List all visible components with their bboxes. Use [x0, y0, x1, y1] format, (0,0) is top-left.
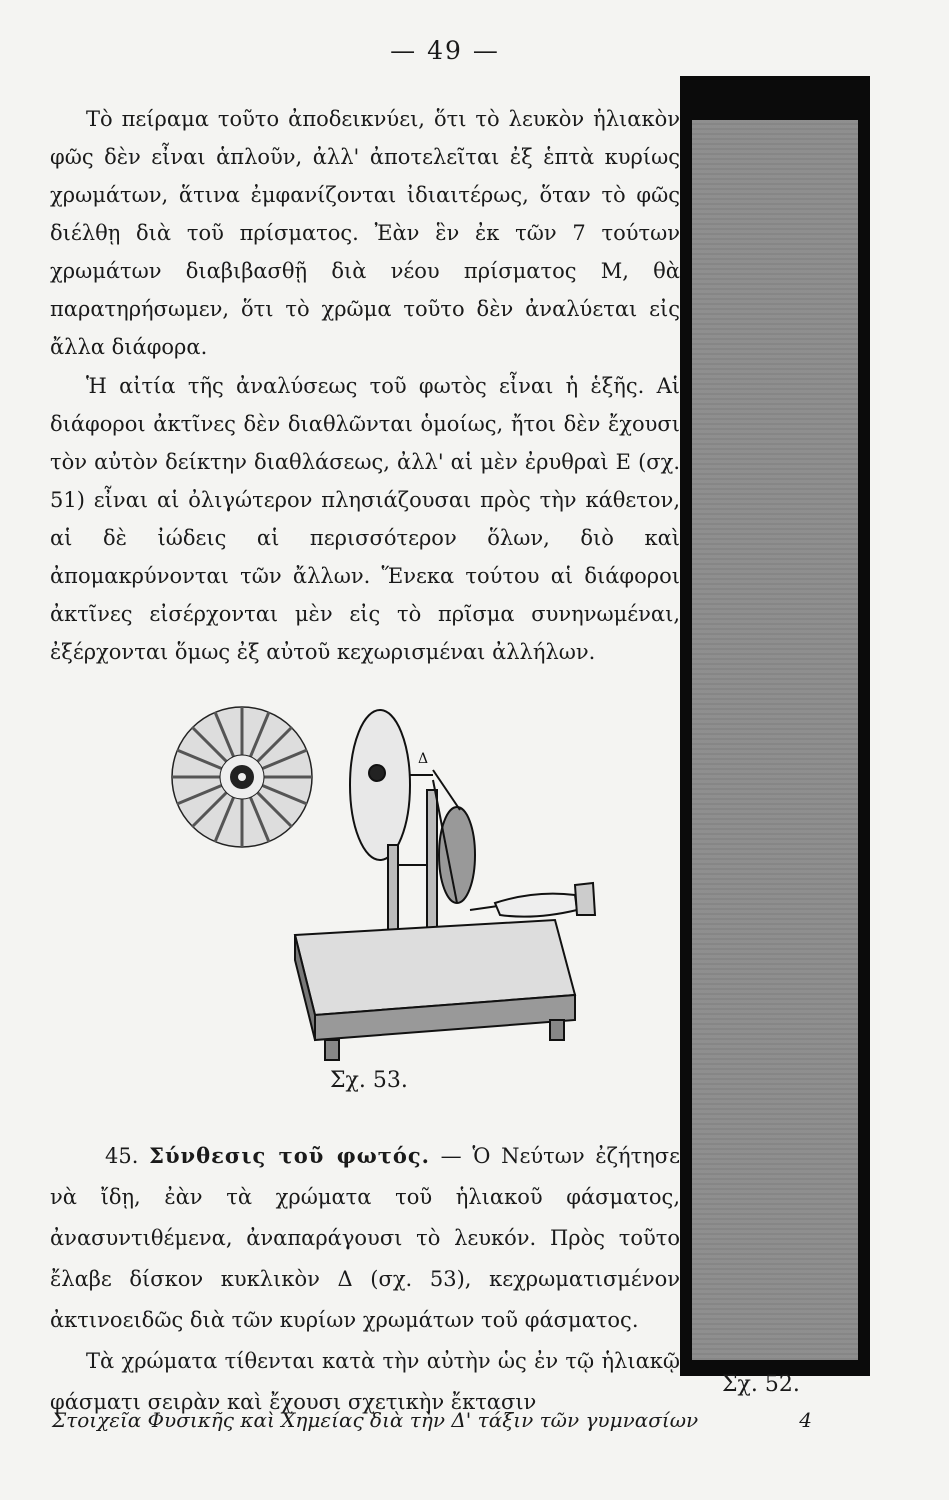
rotating-apparatus	[295, 710, 595, 1060]
paragraph-text: Ἡ αἰτία τῆς ἀναλύσεως τοῦ φωτὸς εἶναι ἡ ἑξῆς. Αἱ διάφοροι ἀκτῖνες δὲν διαθλῶνται ὁμοίως, ἤτοι δὲν ἔχουσι τὸν αὐτὸν δείκτην διαθλάσεως, ἀλλ' αἱ μὲν ἐρυθραὶ Ε (σχ. 51) εἶναι αἱ ὀλιγώτερον πλησιάζουσαι πρὸς τὴν κάθετον, αἱ δὲ ἰώδεις αἱ περισσότερον ὅλων, διὸ καὶ ἀπομακρύνονται τῶν ἄλλων. Ἕνεκα τούτου αἱ διάφοροι ἀκτῖνες εἰσέρχονται μὲν εἰς τὸ πρῖσμα συνηνωμέναι, ἐξέρχονται ὅμως ἐξ αὐτοῦ κεχωρισμέναι ἀλλήλων.	[50, 374, 680, 664]
section-heading: Σύνθεσις τοῦ φωτός.	[149, 1143, 430, 1168]
footer-book-title: Στοιχεῖα Φυσικῆς καὶ Χημείας διὰ τὴν Δ' τάξιν τῶν γυμνασίων	[52, 1408, 699, 1432]
page-footer	[52, 1408, 812, 1432]
paragraph-refraction-cause	[50, 367, 680, 671]
spectrum-strip-image	[692, 120, 858, 1360]
footer-sheet-number: 4	[799, 1408, 812, 1432]
figure-53-newton-disc-illustration	[165, 705, 615, 1075]
section-paragraph-2: Τὰ χρώματα τίθενται κατὰ τὴν αὐτὴν ὡς ἐν τῷ ἡλιακῷ φάσματι σειρὰν καὶ ἔχουσι σχετικὴν ἔκτασιν	[50, 1349, 680, 1414]
paragraph-prism-experiment	[50, 100, 680, 366]
figure-53-caption: Σχ. 53.	[330, 1068, 408, 1093]
page-number: — 49 —	[390, 36, 500, 65]
section-number: 45.	[105, 1144, 139, 1168]
paragraph-text: Τὸ πείραμα τοῦτο ἀποδεικνύει, ὅτι τὸ λευκὸν ἡλιακὸν φῶς δὲν εἶναι ἁπλοῦν, ἀλλ' ἀποτελεῖται ἐξ ἑπτὰ κυρίως χρωμάτων, ἅτινα ἐμφανίζονται ἰδιαιτέρως, ὅταν τὸ φῶς διέλθῃ διὰ τοῦ πρίσματος. Ἐὰν ἓν ἐκ τῶν 7 τούτων χρωμάτων διαβιβασθῇ διὰ νέου πρίσματος Μ, θὰ παρατηρήσωμεν, ὅτι τὸ χρῶμα τοῦτο δὲν ἀναλύεται εἰς ἄλλα διάφορα.	[50, 107, 680, 359]
section-paragraph: — Ὁ Νεύτων ἐζήτησε νὰ ἴδῃ, ἐὰν τὰ χρώματα τοῦ ἡλιακοῦ φάσματος, ἀνασυντιθέμενα, ἀναπαράγουσι τὸ λευκόν. Πρὸς τοῦτο ἔλαβε δίσκον κυκλικὸν Δ (σχ. 53), κεχρωματισμένον ἀκτινοειδῶς διὰ τῶν κυρίων χρωμάτων τοῦ φάσματος.	[50, 1144, 680, 1332]
disc-label-delta: Δ	[418, 751, 429, 767]
figure-52-spectrum-strip	[680, 76, 870, 1376]
section-45-synthesis-of-light	[50, 1135, 680, 1423]
figure-52-caption: Σχ. 52.	[722, 1372, 800, 1397]
newton-color-disc	[172, 707, 312, 847]
